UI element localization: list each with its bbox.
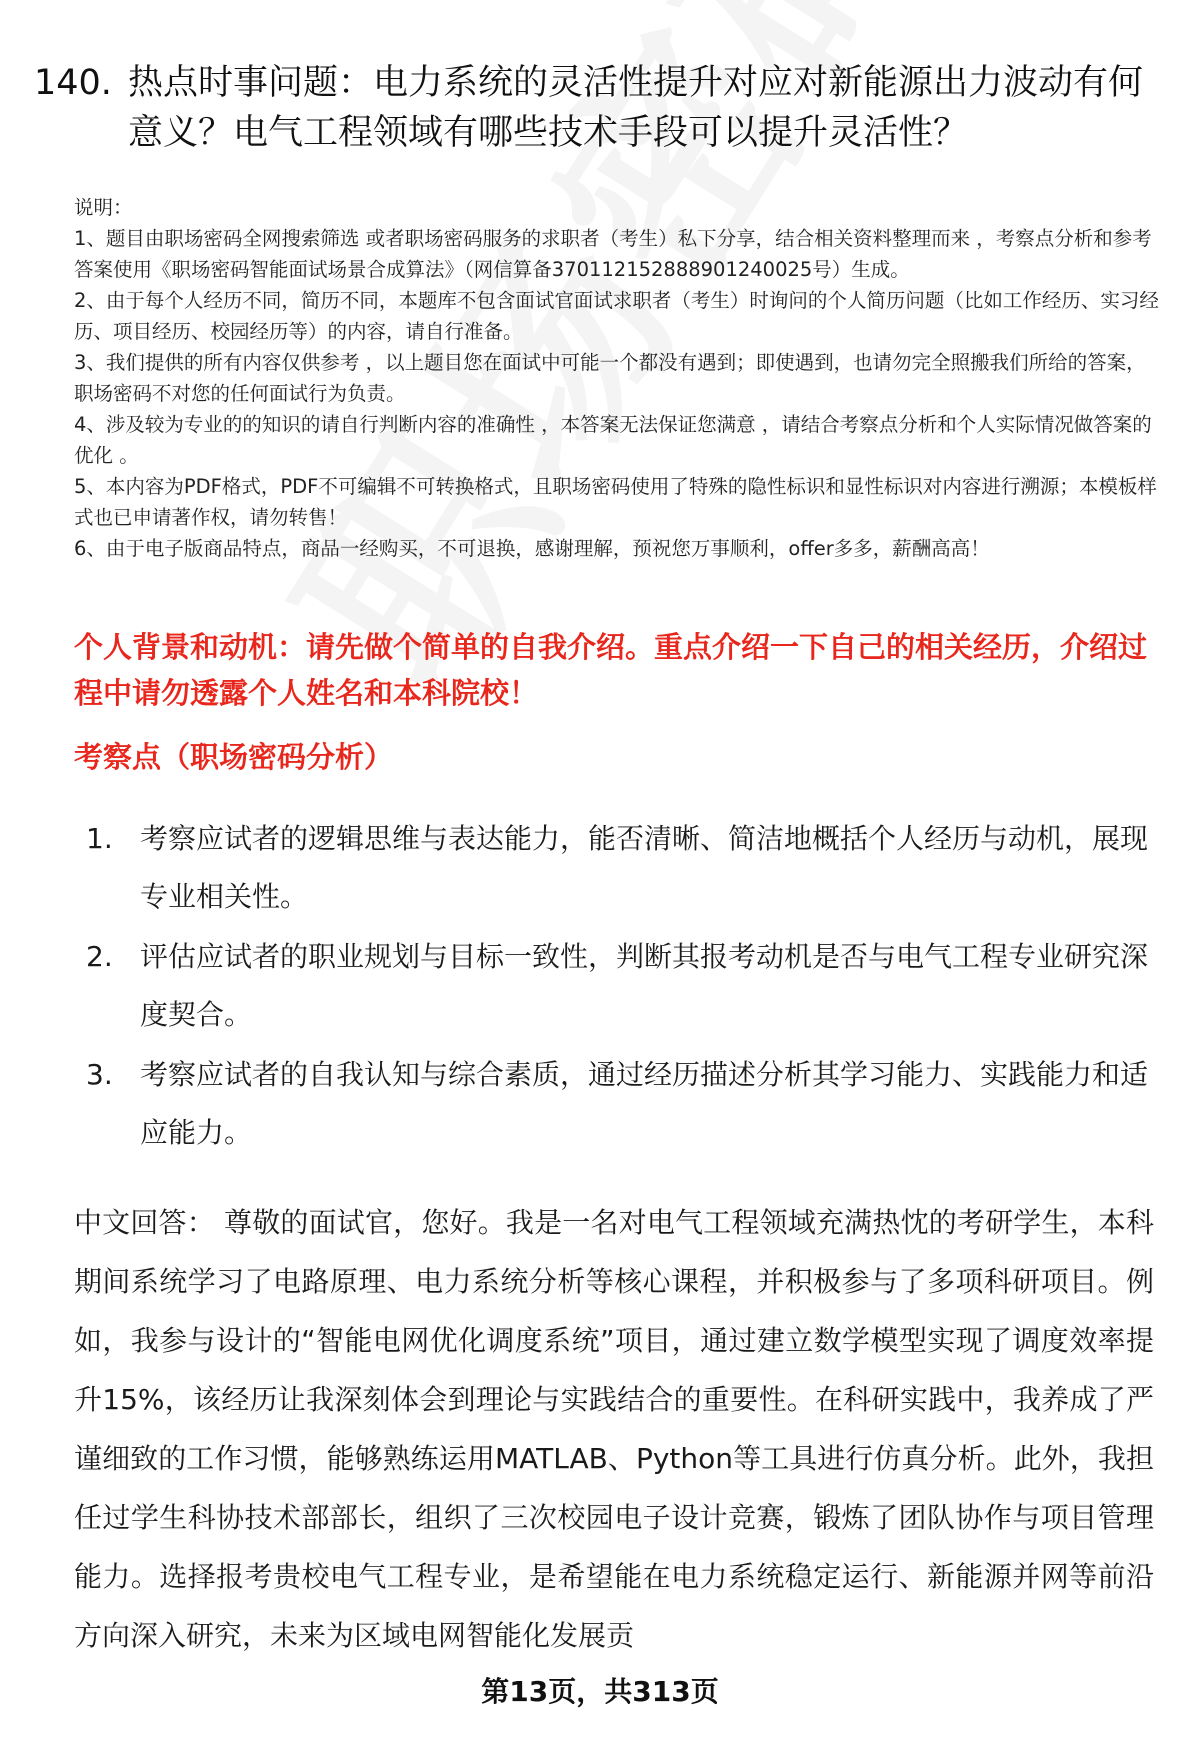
page-number: 第13页，共313页 <box>481 1675 719 1708</box>
notes-item: 3、我们提供的所有内容仅供参考 ，以上题目您在面试中可能一个都没有遇到；即使遇到，也请勿完全照搬我们所给的答案，职场密码不对您的任何面试行为负责。 <box>74 351 1146 405</box>
notes-item: 1、题目由职场密码全网搜索筛选 或者职场密码服务的求职者（考生）私下分享，结合相关资料整理而来 ，考察点分析和参考答案使用《职场密码智能面试场景合成算法》（网信算备370112152888901240025号）生成。 <box>74 227 1152 281</box>
notes-item: 5、本内容为PDF格式，PDF不可编辑不可转换格式，且职场密码使用了特殊的隐性标识和显性标识对内容进行溯源；本模板样式也已申请著作权，请勿转售！ <box>74 475 1157 529</box>
list-item <box>74 1046 1154 1162</box>
list-item-number: 3. <box>86 1058 113 1091</box>
notes-item: 4、涉及较为专业的的知识的请自行判断内容的准确性 ，本答案无法保证您满意 ，请结合考察点分析和个人实际情况做答案的优化 。 <box>74 413 1152 467</box>
question-title <box>34 58 1164 158</box>
question-number: 140. <box>34 63 112 103</box>
list-item <box>74 810 1154 926</box>
answer-paragraph: 中文回答： 尊敬的面试官，您好。我是一名对电气工程领域充满热忱的考研学生，本科期间系统学习了电路原理、电力系统分析等核心课程，并积极参与了多项科研项目。例如，我参与设计的“智能电网优化调度系统”项目，通过建立数学模型实现了调度效率提升15%，该经历让我深刻体会到理论与实践结合的重要性。在科研实践中，我养成了严谨细致的工作习惯，能够熟练运用MATLAB、Python等工具进行仿真分析。此外，我担任过学生科协技术部部长，组织了三次校园电子设计竞赛，锻炼了团队协作与项目管理能力。选择报考贵校电气工程专业，是希望能在电力系统稳定运行、新能源并网等前沿方向深入研究，未来为区域电网智能化发展贡 <box>74 1206 1154 1652</box>
notes-section <box>74 192 1160 564</box>
background-heading: 个人背景和动机：请先做个简单的自我介绍。重点介绍一下自己的相关经历，介绍过程中请勿透露个人姓名和本科院校！ <box>74 630 1148 710</box>
question-text: 热点时事问题：电力系统的灵活性提升对应对新能源出力波动有何意义？电气工程领域有哪些技术手段可以提升灵活性？ <box>128 63 1144 153</box>
list-item <box>74 928 1154 1044</box>
list-item-text: 考察应试者的逻辑思维与表达能力，能否清晰、简洁地概括个人经历与动机，展现专业相关性。 <box>140 822 1149 913</box>
list-item-number: 2. <box>86 940 113 973</box>
list-item-text: 评估应试者的职业规划与目标一致性，判断其报考动机是否与电气工程专业研究深度契合。 <box>140 940 1149 1031</box>
notes-item: 6、由于电子版商品特点，商品一经购买，不可退换，感谢理解，预祝您万事顺利，offer多多，薪酬高高！ <box>74 537 990 560</box>
list-item-text: 考察应试者的自我认知与综合素质，通过经历描述分析其学习能力、实践能力和适应能力。 <box>140 1058 1149 1149</box>
assessment-list <box>74 810 1154 1164</box>
assessment-heading: 考察点（职场密码分析） <box>74 740 394 774</box>
list-item-number: 1. <box>86 822 113 855</box>
notes-heading: 说明： <box>74 196 133 219</box>
notes-item: 2、由于每个人经历不同，简历不同，本题库不包含面试官面试求职者（考生）时询问的个人简历问题（比如工作经历、实习经历、项目经历、校园经历等）的内容，请自行准备。 <box>74 289 1159 343</box>
